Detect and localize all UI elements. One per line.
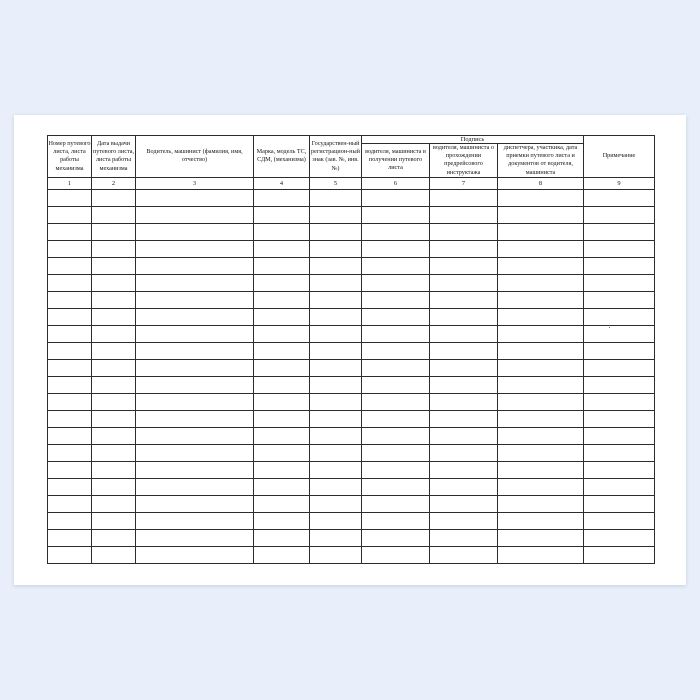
- table-cell-c3[interactable]: [136, 206, 254, 223]
- column-header-2: Дата выдачи путевого листа, листа работы механизма: [92, 136, 136, 178]
- table-cell-c9[interactable]: [584, 495, 655, 512]
- table-cell-c7[interactable]: [430, 478, 498, 495]
- table-cell-c7[interactable]: [430, 546, 498, 563]
- table-cell-c2[interactable]: [92, 189, 136, 206]
- table-cell-c5[interactable]: [310, 427, 362, 444]
- table-cell-c6[interactable]: [362, 376, 430, 393]
- table-cell-c6[interactable]: [362, 291, 430, 308]
- column-header-4: Марка, модель ТС, СДМ, (механизма): [254, 136, 310, 178]
- table-cell-c9[interactable]: [584, 342, 655, 359]
- column-number-7: 7: [430, 177, 498, 189]
- table-row[interactable]: [48, 206, 655, 223]
- table-cell-c5[interactable]: [310, 189, 362, 206]
- table-cell-c1[interactable]: [48, 529, 92, 546]
- table-cell-c2[interactable]: [92, 291, 136, 308]
- table-cell-c8[interactable]: [498, 274, 584, 291]
- table-row[interactable]: [48, 444, 655, 461]
- table-cell-c2[interactable]: [92, 325, 136, 342]
- table-cell-c8[interactable]: [498, 291, 584, 308]
- table-cell-c6[interactable]: [362, 444, 430, 461]
- table-row[interactable]: [48, 291, 655, 308]
- table-cell-c4[interactable]: [254, 444, 310, 461]
- table-cell-c7[interactable]: [430, 495, 498, 512]
- table-cell-c9[interactable]: [584, 393, 655, 410]
- table-cell-c8[interactable]: [498, 495, 584, 512]
- column-number-9: 9: [584, 177, 655, 189]
- table-cell-c9[interactable]: [584, 291, 655, 308]
- table-cell-c1[interactable]: [48, 444, 92, 461]
- table-body: [48, 189, 655, 563]
- table-cell-c9[interactable]: [584, 512, 655, 529]
- table-cell-c5[interactable]: [310, 223, 362, 240]
- table-cell-c8[interactable]: [498, 478, 584, 495]
- table-cell-c3[interactable]: [136, 189, 254, 206]
- table-cell-c5[interactable]: [310, 308, 362, 325]
- table-cell-c3[interactable]: [136, 495, 254, 512]
- table-row[interactable]: [48, 308, 655, 325]
- table-cell-c3[interactable]: [136, 478, 254, 495]
- table-cell-c3[interactable]: [136, 410, 254, 427]
- table-head: [48, 136, 655, 190]
- table-cell-c3[interactable]: [136, 359, 254, 376]
- table-cell-c5[interactable]: [310, 291, 362, 308]
- table-cell-c3[interactable]: [136, 308, 254, 325]
- table-cell-c3[interactable]: [136, 240, 254, 257]
- table-row[interactable]: [48, 393, 655, 410]
- table-cell-c7[interactable]: [430, 257, 498, 274]
- table-cell-c2[interactable]: [92, 274, 136, 291]
- table-cell-c6[interactable]: [362, 410, 430, 427]
- table-cell-c8[interactable]: [498, 376, 584, 393]
- table-cell-c8[interactable]: [498, 393, 584, 410]
- table-cell-c5[interactable]: [310, 512, 362, 529]
- table-cell-c2[interactable]: [92, 206, 136, 223]
- table-cell-c1[interactable]: [48, 257, 92, 274]
- table-row[interactable]: [48, 325, 655, 342]
- table-row[interactable]: [48, 427, 655, 444]
- table-cell-c1[interactable]: [48, 376, 92, 393]
- table-cell-c7[interactable]: [430, 359, 498, 376]
- table-cell-c5[interactable]: [310, 410, 362, 427]
- table-cell-c1[interactable]: [48, 240, 92, 257]
- table-cell-c7[interactable]: [430, 223, 498, 240]
- table-cell-c6[interactable]: [362, 478, 430, 495]
- table-cell-c9[interactable]: [584, 257, 655, 274]
- column-header-8: диспетчера, участкика, дата приемки путевого листа и документов от водителя, машиниста: [498, 144, 584, 178]
- table-cell-c3[interactable]: [136, 512, 254, 529]
- table-cell-c8[interactable]: [498, 529, 584, 546]
- table-cell-c3[interactable]: [136, 529, 254, 546]
- column-header-6: водителя, машиниста в получении путевого листа: [362, 144, 430, 178]
- table-cell-c4[interactable]: [254, 189, 310, 206]
- table-cell-c2[interactable]: [92, 478, 136, 495]
- table-cell-c2[interactable]: [92, 257, 136, 274]
- table-cell-c6[interactable]: [362, 529, 430, 546]
- table-cell-c4[interactable]: [254, 206, 310, 223]
- table-cell-c2[interactable]: [92, 512, 136, 529]
- table-cell-c9[interactable]: [584, 308, 655, 325]
- table-cell-c6[interactable]: [362, 342, 430, 359]
- column-number-6: 6: [362, 177, 430, 189]
- table-cell-c1[interactable]: [48, 274, 92, 291]
- table-cell-c1[interactable]: [48, 308, 92, 325]
- table-cell-c4[interactable]: [254, 359, 310, 376]
- table-cell-c6[interactable]: [362, 206, 430, 223]
- column-number-3: 3: [136, 177, 254, 189]
- table-cell-c1[interactable]: [48, 223, 92, 240]
- table-cell-c5[interactable]: [310, 393, 362, 410]
- table-cell-c2[interactable]: [92, 393, 136, 410]
- table-cell-c1[interactable]: [48, 189, 92, 206]
- table-row[interactable]: [48, 240, 655, 257]
- table-cell-c4[interactable]: [254, 495, 310, 512]
- table-cell-c3[interactable]: [136, 342, 254, 359]
- table-cell-c7[interactable]: [430, 240, 498, 257]
- table-cell-c2[interactable]: [92, 546, 136, 563]
- table-cell-c4[interactable]: [254, 325, 310, 342]
- register-form: [47, 135, 654, 560]
- table-cell-c3[interactable]: [136, 546, 254, 563]
- table-cell-c4[interactable]: [254, 461, 310, 478]
- table-cell-c8[interactable]: [498, 223, 584, 240]
- table-cell-c5[interactable]: [310, 444, 362, 461]
- table-cell-c3[interactable]: [136, 325, 254, 342]
- table-cell-c1[interactable]: [48, 342, 92, 359]
- table-cell-c4[interactable]: [254, 529, 310, 546]
- table-cell-c7[interactable]: [430, 308, 498, 325]
- column-header-1: Номер путевого листа, листа работы механизма: [48, 136, 92, 178]
- table-row[interactable]: [48, 529, 655, 546]
- table-row[interactable]: [48, 478, 655, 495]
- column-number-2: 2: [92, 177, 136, 189]
- table-cell-c8[interactable]: [498, 461, 584, 478]
- table-cell-c4[interactable]: [254, 223, 310, 240]
- table-cell-c8[interactable]: [498, 427, 584, 444]
- table-cell-c9[interactable]: [584, 189, 655, 206]
- table-cell-c1[interactable]: [48, 206, 92, 223]
- table-cell-c2[interactable]: [92, 461, 136, 478]
- table-cell-c2[interactable]: [92, 410, 136, 427]
- table-cell-c4[interactable]: [254, 308, 310, 325]
- table-cell-c1[interactable]: [48, 427, 92, 444]
- table-cell-c6[interactable]: [362, 223, 430, 240]
- column-number-1: 1: [48, 177, 92, 189]
- table-cell-c6[interactable]: [362, 359, 430, 376]
- table-cell-c2[interactable]: [92, 240, 136, 257]
- table-cell-c4[interactable]: [254, 410, 310, 427]
- table-cell-c2[interactable]: [92, 223, 136, 240]
- table-cell-c2[interactable]: [92, 308, 136, 325]
- table-cell-c5[interactable]: [310, 478, 362, 495]
- table-cell-c4[interactable]: [254, 393, 310, 410]
- table-cell-c3[interactable]: [136, 257, 254, 274]
- table-cell-c6[interactable]: [362, 189, 430, 206]
- table-cell-c6[interactable]: [362, 512, 430, 529]
- table-cell-c5[interactable]: [310, 495, 362, 512]
- column-header-9: Примечание: [584, 136, 655, 178]
- table-cell-c8[interactable]: [498, 189, 584, 206]
- table-row[interactable]: [48, 257, 655, 274]
- table-cell-c9[interactable]: [584, 359, 655, 376]
- table-cell-c8[interactable]: [498, 359, 584, 376]
- table-cell-c4[interactable]: [254, 478, 310, 495]
- table-row[interactable]: [48, 410, 655, 427]
- table-cell-c5[interactable]: [310, 461, 362, 478]
- table-cell-c1[interactable]: [48, 512, 92, 529]
- table-cell-c2[interactable]: [92, 376, 136, 393]
- table-cell-c4[interactable]: [254, 376, 310, 393]
- table-row[interactable]: [48, 495, 655, 512]
- column-group-header-signature: Подпись: [362, 136, 584, 144]
- table-cell-c2[interactable]: [92, 359, 136, 376]
- table-cell-c5[interactable]: [310, 325, 362, 342]
- journal-table: [47, 135, 655, 564]
- table-cell-c7[interactable]: [430, 461, 498, 478]
- table-cell-c8[interactable]: [498, 410, 584, 427]
- stray-mark: [609, 327, 610, 328]
- column-header-7: водителя, машиниста о прохождении предрейсового инструктажа: [430, 144, 498, 178]
- table-cell-c7[interactable]: [430, 342, 498, 359]
- table-cell-c8[interactable]: [498, 257, 584, 274]
- table-cell-c6[interactable]: [362, 274, 430, 291]
- table-cell-c3[interactable]: [136, 427, 254, 444]
- table-cell-c6[interactable]: [362, 546, 430, 563]
- table-cell-c9[interactable]: [584, 240, 655, 257]
- table-row[interactable]: [48, 359, 655, 376]
- table-cell-c4[interactable]: [254, 546, 310, 563]
- table-cell-c8[interactable]: [498, 206, 584, 223]
- table-row[interactable]: [48, 274, 655, 291]
- table-cell-c7[interactable]: [430, 444, 498, 461]
- table-cell-c9[interactable]: [584, 461, 655, 478]
- table-cell-c1[interactable]: [48, 393, 92, 410]
- table-cell-c3[interactable]: [136, 393, 254, 410]
- table-cell-c6[interactable]: [362, 257, 430, 274]
- table-cell-c5[interactable]: [310, 376, 362, 393]
- table-cell-c1[interactable]: [48, 546, 92, 563]
- table-cell-c9[interactable]: [584, 444, 655, 461]
- table-cell-c9[interactable]: [584, 206, 655, 223]
- table-row[interactable]: [48, 461, 655, 478]
- table-cell-c2[interactable]: [92, 444, 136, 461]
- table-cell-c6[interactable]: [362, 325, 430, 342]
- table-cell-c5[interactable]: [310, 274, 362, 291]
- table-cell-c8[interactable]: [498, 325, 584, 342]
- table-cell-c3[interactable]: [136, 376, 254, 393]
- table-cell-c4[interactable]: [254, 291, 310, 308]
- table-cell-c4[interactable]: [254, 342, 310, 359]
- table-cell-c9[interactable]: [584, 410, 655, 427]
- table-cell-c7[interactable]: [430, 512, 498, 529]
- table-cell-c7[interactable]: [430, 393, 498, 410]
- column-number-8: 8: [498, 177, 584, 189]
- table-cell-c7[interactable]: [430, 427, 498, 444]
- table-cell-c6[interactable]: [362, 461, 430, 478]
- table-cell-c2[interactable]: [92, 495, 136, 512]
- table-cell-c6[interactable]: [362, 240, 430, 257]
- table-cell-c8[interactable]: [498, 546, 584, 563]
- table-cell-c9[interactable]: [584, 546, 655, 563]
- table-cell-c3[interactable]: [136, 444, 254, 461]
- table-cell-c7[interactable]: [430, 529, 498, 546]
- table-cell-c7[interactable]: [430, 291, 498, 308]
- column-header-5: Государствен-ный регистрацион-ный знак (зав. №, инв. №): [310, 136, 362, 178]
- table-cell-c1[interactable]: [48, 291, 92, 308]
- table-cell-c8[interactable]: [498, 240, 584, 257]
- table-row[interactable]: [48, 512, 655, 529]
- table-cell-c7[interactable]: [430, 189, 498, 206]
- table-cell-c1[interactable]: [48, 359, 92, 376]
- table-cell-c8[interactable]: [498, 512, 584, 529]
- table-cell-c2[interactable]: [92, 342, 136, 359]
- table-cell-c2[interactable]: [92, 529, 136, 546]
- table-cell-c9[interactable]: [584, 529, 655, 546]
- table-cell-c9[interactable]: [584, 274, 655, 291]
- table-cell-c1[interactable]: [48, 325, 92, 342]
- table-cell-c6[interactable]: [362, 308, 430, 325]
- column-header-3: Водитель, машинист (фамилия, имя, отчество): [136, 136, 254, 178]
- table-cell-c8[interactable]: [498, 342, 584, 359]
- table-cell-c7[interactable]: [430, 410, 498, 427]
- table-cell-c5[interactable]: [310, 240, 362, 257]
- table-cell-c4[interactable]: [254, 240, 310, 257]
- table-cell-c6[interactable]: [362, 393, 430, 410]
- table-cell-c5[interactable]: [310, 257, 362, 274]
- table-cell-c7[interactable]: [430, 274, 498, 291]
- table-row[interactable]: [48, 189, 655, 206]
- table-cell-c4[interactable]: [254, 274, 310, 291]
- table-row[interactable]: [48, 223, 655, 240]
- table-cell-c1[interactable]: [48, 478, 92, 495]
- table-cell-c9[interactable]: [584, 427, 655, 444]
- table-cell-c8[interactable]: [498, 444, 584, 461]
- table-cell-c9[interactable]: [584, 325, 655, 342]
- table-cell-c7[interactable]: [430, 206, 498, 223]
- table-cell-c1[interactable]: [48, 495, 92, 512]
- table-row[interactable]: [48, 376, 655, 393]
- table-cell-c3[interactable]: [136, 274, 254, 291]
- table-cell-c5[interactable]: [310, 529, 362, 546]
- table-cell-c3[interactable]: [136, 223, 254, 240]
- table-cell-c3[interactable]: [136, 291, 254, 308]
- table-cell-c4[interactable]: [254, 427, 310, 444]
- table-cell-c9[interactable]: [584, 478, 655, 495]
- table-cell-c5[interactable]: [310, 342, 362, 359]
- table-cell-c4[interactable]: [254, 512, 310, 529]
- column-number-4: 4: [254, 177, 310, 189]
- paper-sheet: [14, 115, 686, 585]
- table-cell-c7[interactable]: [430, 376, 498, 393]
- table-cell-c9[interactable]: [584, 376, 655, 393]
- table-cell-c1[interactable]: [48, 410, 92, 427]
- table-cell-c7[interactable]: [430, 325, 498, 342]
- table-cell-c1[interactable]: [48, 461, 92, 478]
- header-row-main: [48, 136, 655, 144]
- table-cell-c5[interactable]: [310, 546, 362, 563]
- table-cell-c5[interactable]: [310, 206, 362, 223]
- table-cell-c2[interactable]: [92, 427, 136, 444]
- table-row[interactable]: [48, 342, 655, 359]
- table-cell-c3[interactable]: [136, 461, 254, 478]
- table-cell-c6[interactable]: [362, 427, 430, 444]
- table-cell-c4[interactable]: [254, 257, 310, 274]
- column-number-row: [48, 177, 655, 189]
- column-number-5: 5: [310, 177, 362, 189]
- table-row[interactable]: [48, 546, 655, 563]
- table-cell-c5[interactable]: [310, 359, 362, 376]
- table-cell-c8[interactable]: [498, 308, 584, 325]
- table-cell-c9[interactable]: [584, 223, 655, 240]
- table-cell-c6[interactable]: [362, 495, 430, 512]
